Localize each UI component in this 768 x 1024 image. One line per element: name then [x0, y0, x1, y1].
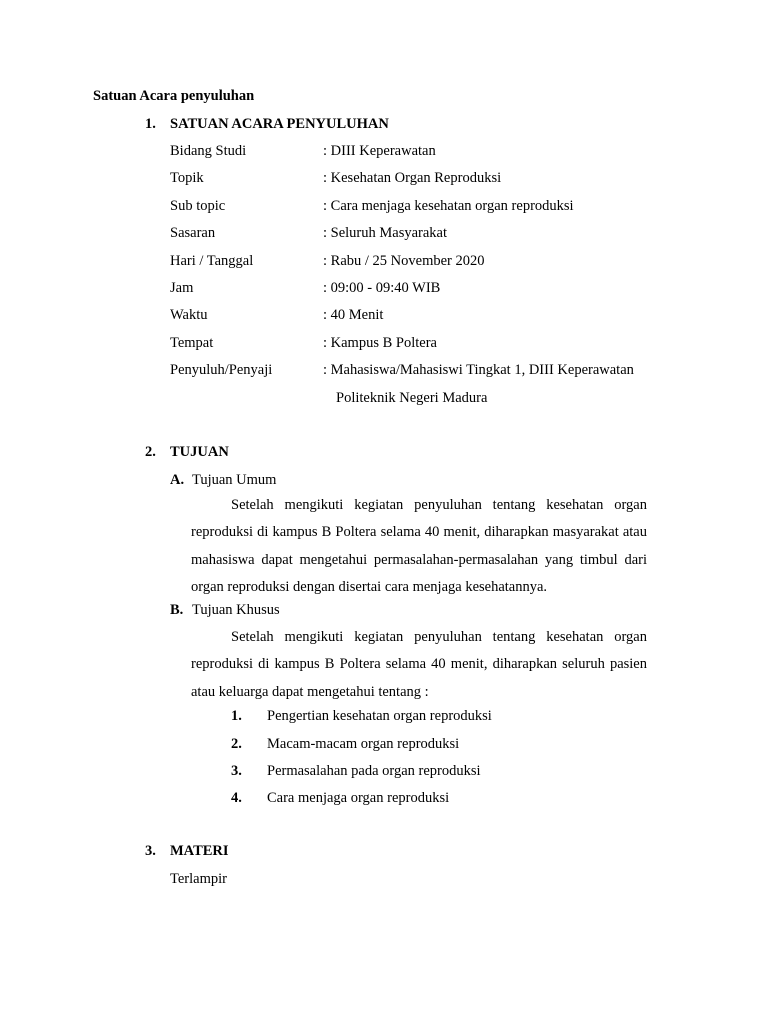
section-3-number: 3.: [145, 843, 156, 859]
info-label: Waktu: [170, 307, 208, 323]
section-2-number: 2.: [145, 444, 156, 460]
list-item: Permasalahan pada organ reproduksi: [267, 763, 481, 779]
section-2-heading: TUJUAN: [170, 444, 229, 460]
info-value: : DIII Keperawatan: [323, 143, 436, 159]
info-label: Jam: [170, 280, 194, 296]
subsection-a-title: Tujuan Umum: [192, 472, 277, 488]
info-value: : Kesehatan Organ Reproduksi: [323, 170, 502, 186]
paragraph-text: Setelah mengikuti kegiatan penyuluhan tentang kesehatan organ reproduksi di kampus B Poltera selama 40 menit, diharapkan masyarakat atau mahasiswa dapat mengetahui permasalahan-permasalahan yang timbul dari organ reproduksi dengan disertai cara menjaga kesehatannya.: [191, 497, 647, 595]
info-value: : Mahasiswa/Mahasiswi Tingkat 1, DIII Keperawatan: [323, 362, 634, 378]
info-value: : Rabu / 25 November 2020: [323, 253, 485, 269]
list-item: Pengertian kesehatan organ reproduksi: [267, 708, 492, 724]
info-label: Topik: [170, 170, 204, 186]
section-1-number: 1.: [145, 116, 156, 132]
paragraph-text: Setelah mengikuti kegiatan penyuluhan tentang kesehatan organ reproduksi di kampus B Poltera selama 40 menit, diharapkan seluruh pasien atau keluarga dapat mengetahui tentang :: [191, 629, 647, 700]
info-label: Sasaran: [170, 225, 216, 241]
info-value: : Kampus B Poltera: [323, 335, 437, 351]
list-item-number: 3.: [231, 763, 242, 779]
info-value-continuation: Politeknik Negeri Madura: [336, 390, 488, 406]
list-item: Macam-macam organ reproduksi: [267, 736, 460, 752]
subsection-a-paragraph: [191, 492, 647, 601]
subsection-b-title: Tujuan Khusus: [192, 602, 280, 618]
info-label: Tempat: [170, 335, 214, 351]
info-label: Sub topic: [170, 198, 226, 214]
subsection-a-letter: A.: [170, 472, 185, 488]
info-value: : Cara menjaga kesehatan organ reproduksi: [323, 198, 574, 214]
subsection-b-paragraph: [191, 624, 647, 706]
list-item-number: 1.: [231, 708, 242, 724]
document-title: Satuan Acara penyuluhan: [93, 88, 255, 104]
subsection-b-letter: B.: [170, 602, 184, 618]
info-value: : Seluruh Masyarakat: [323, 225, 448, 241]
list-item: Cara menjaga organ reproduksi: [267, 790, 450, 806]
section-3-heading: MATERI: [170, 843, 229, 859]
info-label: Bidang Studi: [170, 143, 247, 159]
section-3-text: Terlampir: [170, 871, 227, 887]
list-item-number: 4.: [231, 790, 242, 806]
list-item-number: 2.: [231, 736, 242, 752]
info-label: Hari / Tanggal: [170, 253, 254, 269]
info-value: : 09:00 - 09:40 WIB: [323, 280, 441, 296]
info-value: : 40 Menit: [323, 307, 384, 323]
info-label: Penyuluh/Penyaji: [170, 362, 273, 378]
section-1-heading: SATUAN ACARA PENYULUHAN: [170, 116, 389, 132]
